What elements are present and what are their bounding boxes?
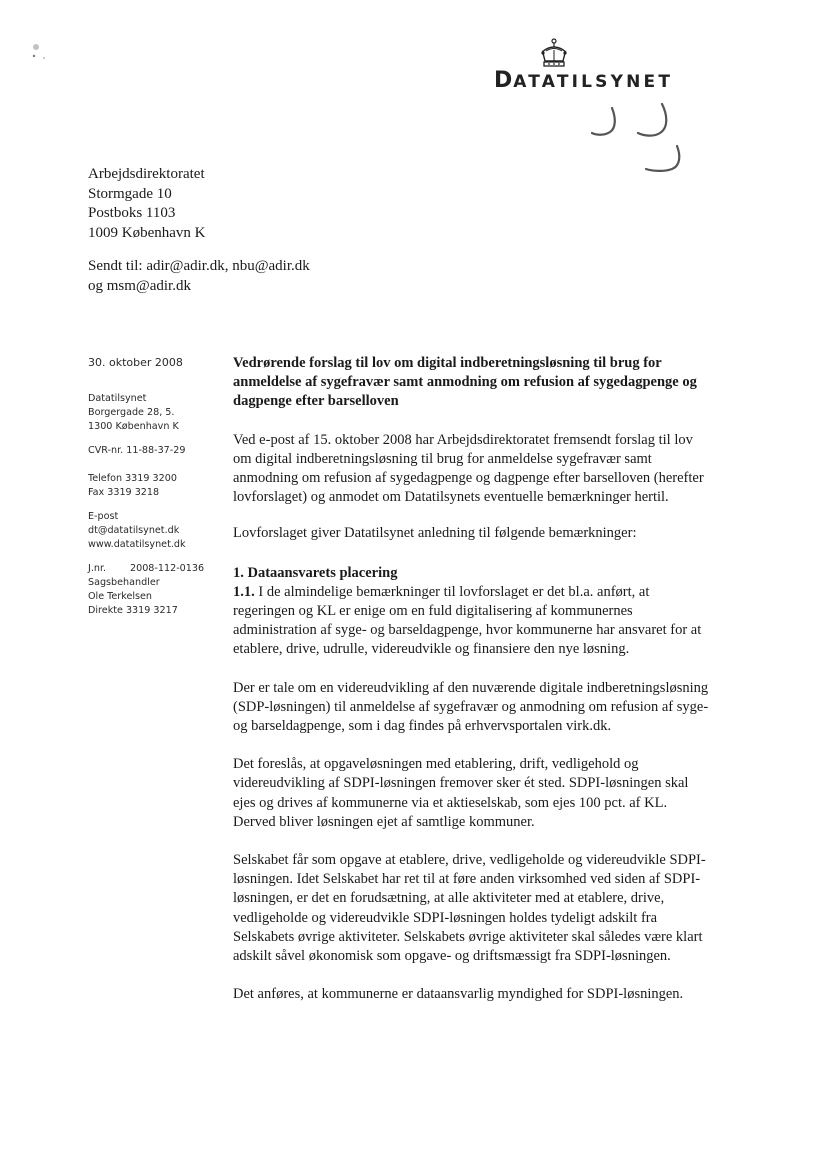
body-paragraph: Det anføres, at kommunerne er dataansvarlig myndighed for SDPI-løsningen. xyxy=(233,986,684,1003)
sender-cvr: CVR-nr. 11-88-37-29 xyxy=(88,445,186,456)
sender-email: dt@datatilsynet.dk xyxy=(88,525,180,536)
letter-body xyxy=(233,354,713,1004)
crown-logo-icon xyxy=(537,38,571,68)
recipient-line: Postboks 1103 xyxy=(88,205,176,221)
handwritten-initials-mark xyxy=(580,100,700,180)
letter-subject: Vedrørende forslag til lov om digital indberetningsløsning til brug for anmeldelse af sygefravær samt anmodning om refusion af sygedagpenge og dagpenge efter barselloven xyxy=(233,355,697,410)
caseworker-name: Ole Terkelsen xyxy=(88,591,153,602)
section-heading: 1. Dataansvarets placering xyxy=(233,564,398,581)
sender-contact-block xyxy=(88,510,228,552)
sender-address xyxy=(88,392,228,434)
body-paragraph: Det foreslås, at opgaveløsningen med etablering, drift, vedligehold og videreudvikling af SDPI-løsningen fremover sker ét sted. SDPI-løsningen skal ejes og drives af kommunerne via et aktieselskab, som ejes 100 pct. af KL. Derved bliver løsningen ejet af samtlige kommuner. xyxy=(233,756,689,830)
journal-number-label: J.nr. xyxy=(88,563,107,574)
body-paragraph: Ved e-post af 15. oktober 2008 har Arbejdsdirektoratet fremsendt forslag til lov om digital indberetningsløsning til brug for anmeldelse sygefravær samt anmodning om refusion af sygedagpenge og dagpenge efter barselloven (herefter lovforslaget) og anmodet om Datatilsynets eventuelle bemærkninger hertil. xyxy=(233,431,704,506)
email-label: E-post xyxy=(88,511,119,522)
sent-to-block xyxy=(88,257,310,296)
caseworker-label: Sagsbehandler xyxy=(88,577,160,588)
wordmark-rest: ATATILSYNET xyxy=(513,72,674,92)
body-paragraph: Lovforslaget giver Datatilsynet anledning til følgende bemærkninger: xyxy=(233,525,637,542)
body-paragraph xyxy=(233,583,713,660)
sender-website: www.datatilsynet.dk xyxy=(88,539,186,550)
sender-name: Datatilsynet xyxy=(88,393,147,404)
recipient-address xyxy=(88,165,205,243)
sender-fax: Fax 3319 3218 xyxy=(88,487,160,498)
journal-number: 2008-112-0136 xyxy=(130,563,205,574)
letter-date: 30. oktober 2008 xyxy=(88,356,183,369)
sender-phone: Telefon 3319 3200 xyxy=(88,473,177,484)
direct-phone: Direkte 3319 3217 xyxy=(88,605,178,616)
body-paragraph: Der er tale om en videreudvikling af den nuværende digitale indberetningsløsning (SDP-løsningen) til anmeldelse af sygefravær og anmodning om refusion af syge- og barseldagpenge, som i dag findes på erhvervsportalen virk.dk. xyxy=(233,679,709,735)
recipient-line: 1009 København K xyxy=(88,224,206,241)
recipient-line: Arbejdsdirektoratet xyxy=(88,166,205,182)
paragraph-number: 1.1. xyxy=(233,583,255,600)
case-info-block xyxy=(88,562,228,618)
paragraph-text: I de almindelige bemærkninger til lovforslaget er det bl.a. anført, at regeringen og KL er enige om en fuld digitalisering af kommunernes administration af syge- og barseldagpenge, hvor kommunerne har ansvaret for at etablere, drive, udrulle, videreudvikle og finansiere den nye løsning. xyxy=(233,583,702,658)
letterhead-wordmark xyxy=(494,68,673,93)
sender-city: 1300 København K xyxy=(88,421,179,432)
sender-sidebar xyxy=(88,356,228,628)
sender-phone-block xyxy=(88,472,228,500)
sent-to-line: og msm@adir.dk xyxy=(88,277,191,294)
sender-street: Borgergade 28, 5. xyxy=(88,407,175,418)
body-paragraph: Selskabet får som opgave at etablere, drive, vedligeholde og videreudvikle SDPI-løsningen. Idet Selskabet har ret til at føre anden virksomhed ved siden af SDPI-løsningen, er det en forudsætning, at alle aktiviteter med at etablere, drive, vedligeholde og videreudvikle SDPI-løsningen holdes tydeligt adskilt fra Selskabets øvrige aktiviteter. Selskabets øvrige aktiviteter skal således være klart adskilt såvel økonomisk som opgave- og driftsmæssigt fra SDPI-løsningen. xyxy=(233,852,706,965)
wordmark-initial: D xyxy=(494,68,514,93)
journal-number-row xyxy=(88,562,228,576)
sent-to-line: Sendt til: adir@adir.dk, nbu@adir.dk xyxy=(88,258,310,274)
scan-speck xyxy=(30,42,46,60)
recipient-line: Stormgade 10 xyxy=(88,185,172,202)
